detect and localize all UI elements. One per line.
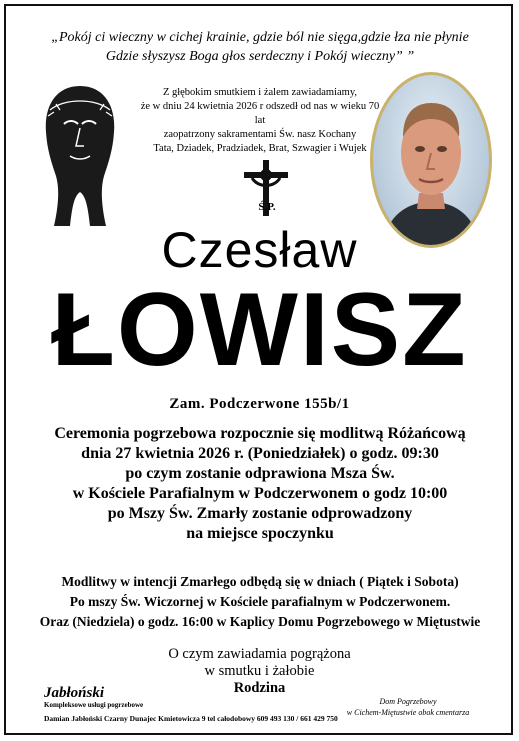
funeral-home-line: Dom Pogrzebowy [379, 697, 437, 706]
jesus-head-icon [34, 80, 126, 230]
ceremony-details [20, 424, 500, 544]
announcement-line: że w dniu 24 kwietnia 2026 r odszedł od nas w wieku 70 lat [140, 101, 380, 126]
poem [20, 28, 500, 66]
last-name: ŁOWISZ [51, 272, 468, 388]
announcement-line: Tata, Dziadek, Pradziadek, Brat, Szwagier i Wujek [153, 143, 367, 154]
ceremony-line: na miejsce spoczynku [186, 525, 334, 542]
signature: Rodzina [233, 680, 286, 696]
funeral-home [318, 696, 498, 718]
prayer-line: Modlitwy w intencji Zmarłego odbędą się w dniach ( Piątek i Sobota) [61, 574, 459, 589]
first-name: Czesław [161, 222, 358, 278]
sp-caption: Ś.P. [258, 201, 276, 213]
funeral-company [44, 685, 338, 724]
company-tagline: Kompleksowe usługi pogrzebowe [44, 701, 144, 709]
ceremony-line: po czym zostanie odprawiona Msza Św. [125, 465, 395, 482]
ceremony-line: po Mszy Św. Zmarły zostanie odprowadzony [107, 505, 413, 522]
company-brand: Jabłoński [44, 685, 105, 701]
announcement-line: Z głębokim smutkiem i żalem zawiadamiamy, [162, 87, 358, 98]
closing-line: O czym zawiadamia pogrążona [168, 646, 351, 662]
announcement [140, 86, 380, 156]
prayer-line: Po mszy Św. Wiczornej w Kościele parafialnym w Podczerwonem. [69, 594, 451, 609]
ceremony-line: dnia 27 kwietnia 2026 r. (Poniedziałek) o godz. 09:30 [81, 445, 439, 462]
poem-line: Gdzie słyszysz Boga głos serdeczny i Pokój wieczny” ” [105, 49, 415, 64]
ceremony-line: Ceremonia pogrzebowa rozpocznie się modlitwą Różańcową [54, 425, 466, 442]
address: Zam. Podczerwone 155b/1 [169, 396, 350, 412]
prayer-details [14, 572, 506, 632]
prayer-line: Oraz (Niedziela) o godz. 16:00 w Kaplicy Domu Pogrzebowego w Miętustwie [39, 614, 481, 629]
portrait-image [373, 75, 489, 245]
announcement-line: zaopatrzony sakramentami Św. nasz Kochany [163, 129, 357, 140]
company-contact: Damian Jabłoński Czarny Dunajec Kmietowicza 9 tel całodobowy 609 493 130 / 661 429 750 [44, 714, 338, 723]
ceremony-line: w Kościele Parafialnym w Podczerwonem o godz 10:00 [72, 485, 448, 502]
funeral-home-line: w Cichem-Miętustwie obok cmentarza [346, 708, 470, 717]
closing-line: w smutku i żałobie [204, 663, 315, 679]
poem-line: „Pokój ci wieczny w cichej krainie, gdzie ból nie sięga,gdzie łza nie płynie [51, 30, 469, 45]
